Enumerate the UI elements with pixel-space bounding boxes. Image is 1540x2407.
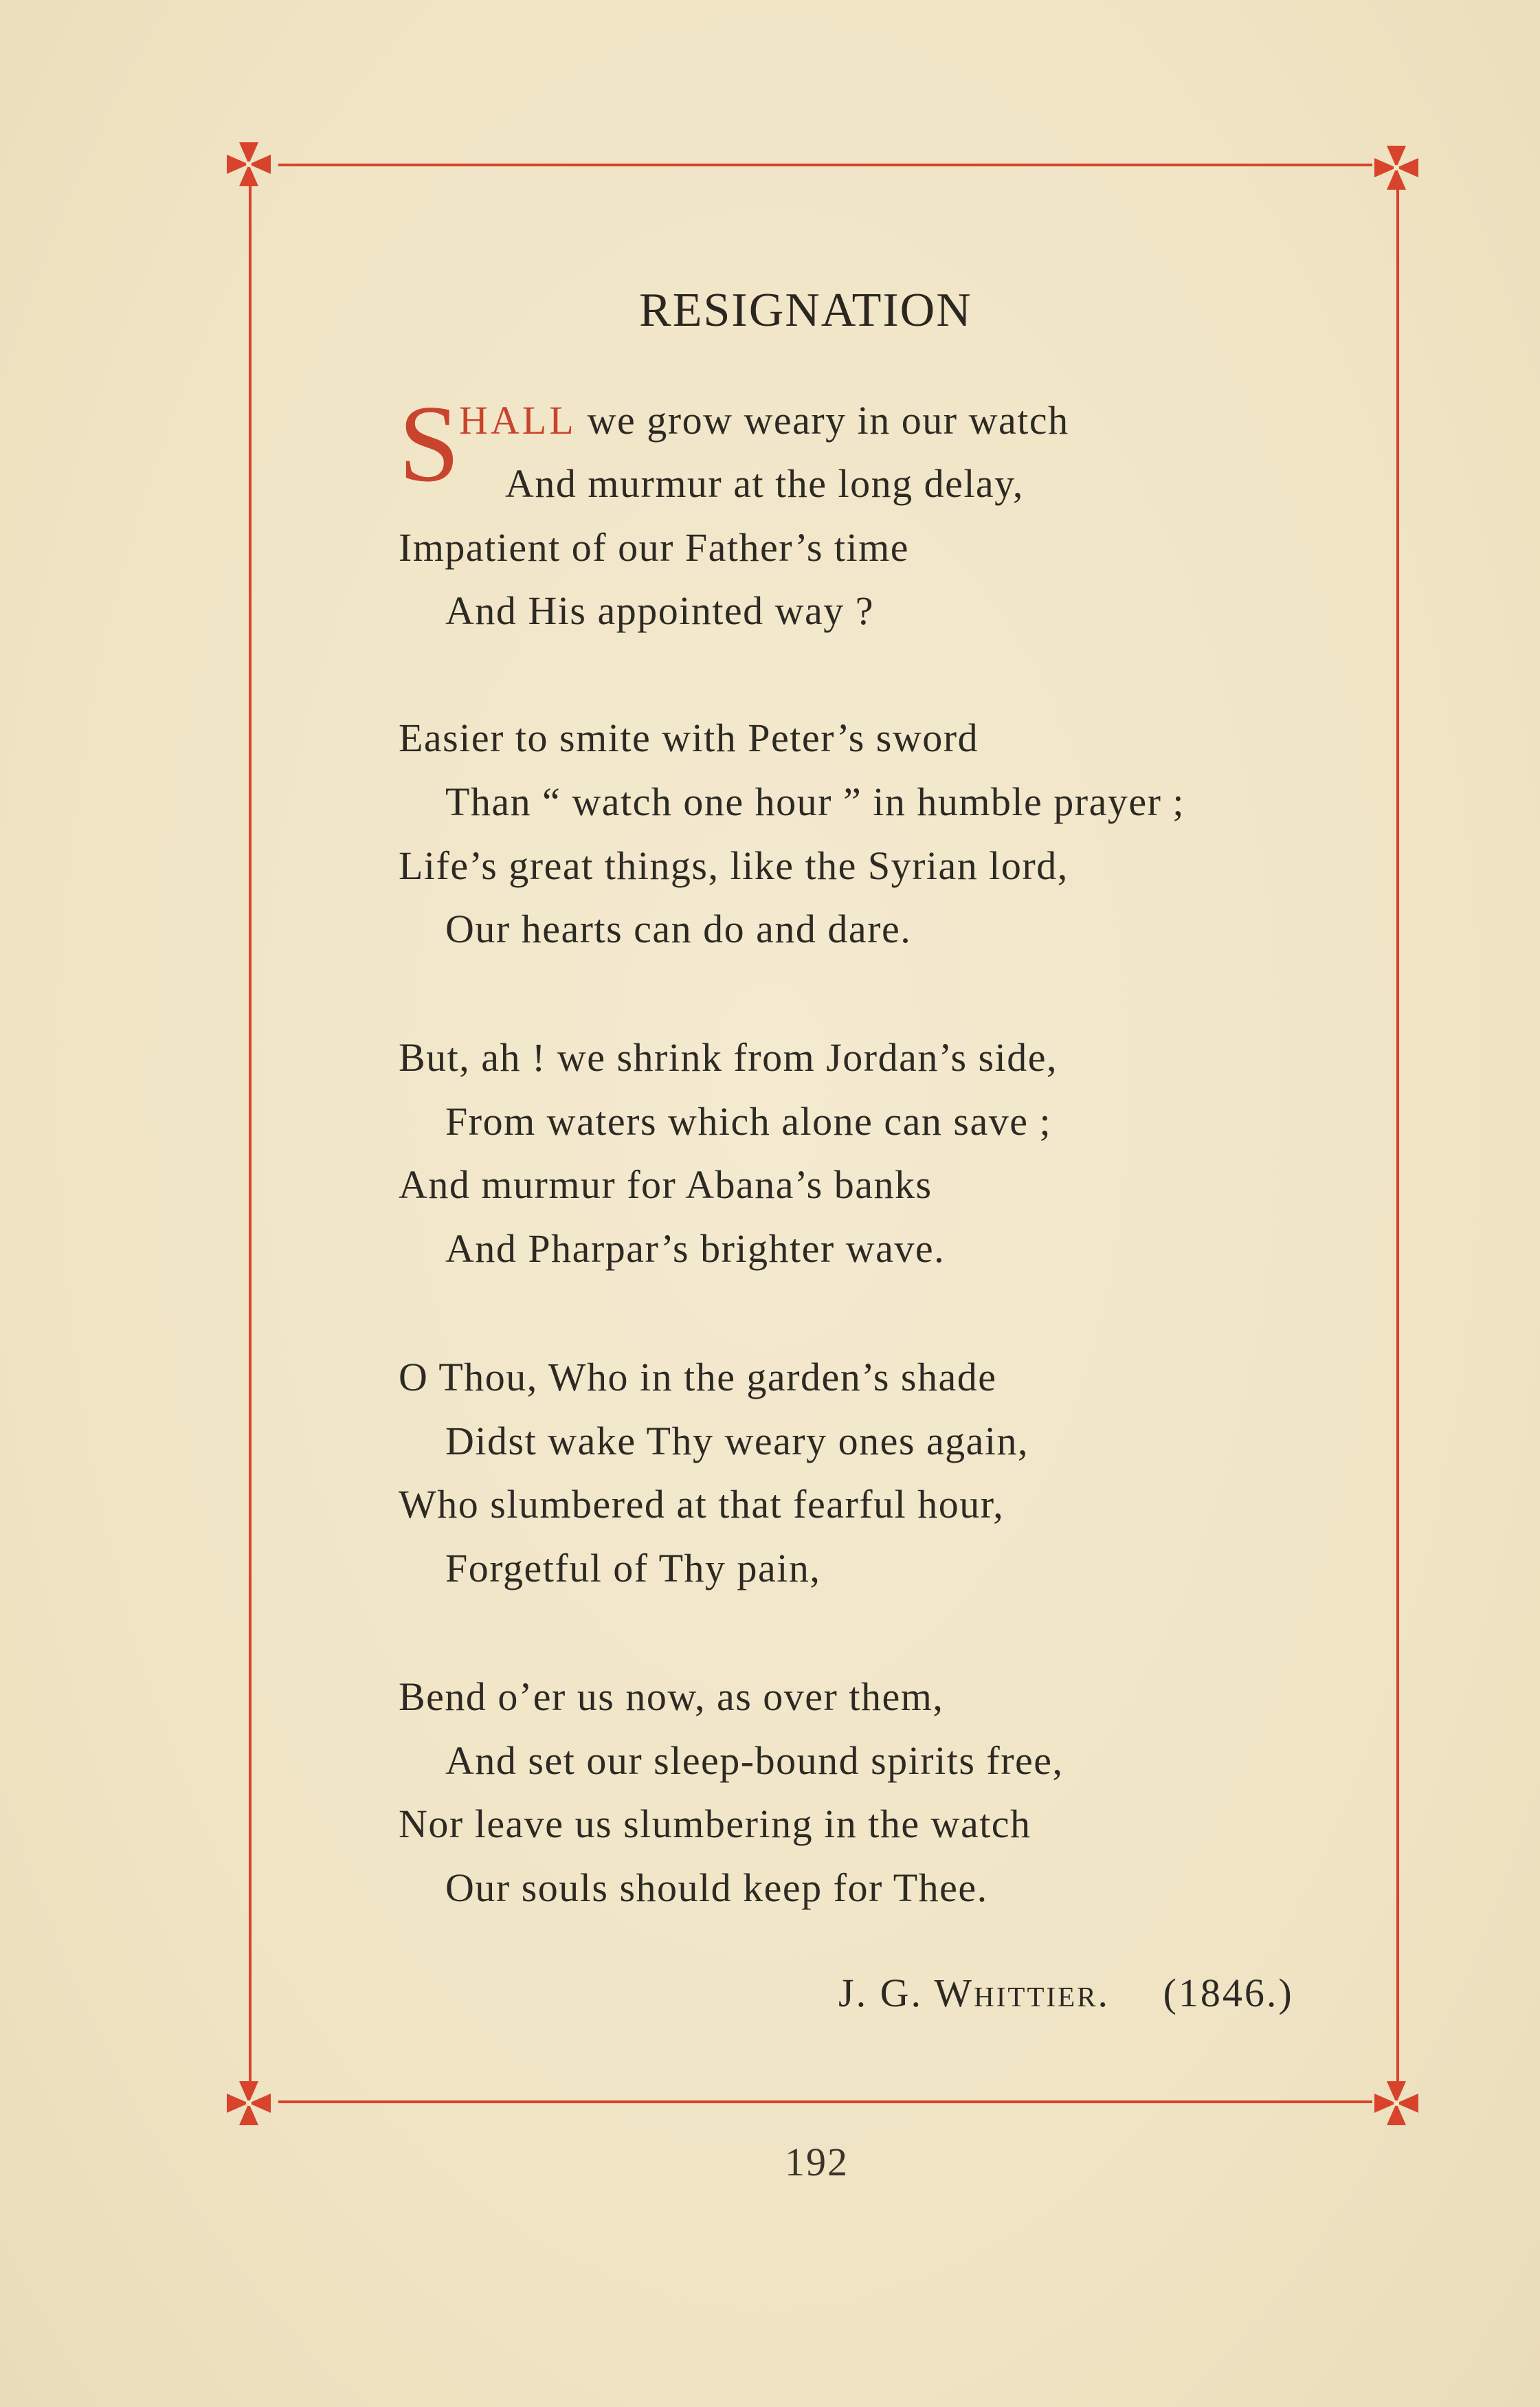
poem-line: Our hearts can do and dare. bbox=[445, 907, 912, 951]
poem-line: Forgetful of Thy pain, bbox=[445, 1546, 821, 1590]
poem-title: RESIGNATION bbox=[639, 284, 972, 337]
poem-line: And His appointed way ? bbox=[445, 588, 875, 633]
poem-line: Didst wake Thy weary ones again, bbox=[445, 1419, 1029, 1463]
poem-line: But, ah ! we shrink from Jordan’s side, bbox=[399, 1035, 1058, 1080]
maltese-cross-icon bbox=[1372, 2078, 1421, 2128]
border-rule-top bbox=[278, 164, 1372, 166]
border-rule-left bbox=[249, 186, 252, 2083]
poem-line: Bend o’er us now, as over them, bbox=[399, 1674, 944, 1719]
border-rule-right bbox=[1396, 186, 1399, 2083]
maltese-cross-icon bbox=[224, 140, 274, 189]
poem-line: Nor leave us slumbering in the watch bbox=[399, 1801, 1031, 1846]
poem-line: Impatient of our Father’s time bbox=[399, 525, 909, 570]
poem-line bbox=[459, 397, 1069, 443]
poem-line: O Thou, Who in the garden’s shade bbox=[399, 1355, 997, 1399]
poem-year: (1846.) bbox=[1163, 1971, 1294, 2015]
first-word: HALL bbox=[459, 398, 577, 443]
author-name: J. G. Whittier. bbox=[838, 1971, 1111, 2015]
page-number: 192 bbox=[785, 2140, 849, 2184]
poem-line: And murmur for Abana’s banks bbox=[399, 1162, 933, 1207]
poem-line: Who slumbered at that fearful hour, bbox=[399, 1482, 1005, 1527]
drop-cap: S bbox=[399, 382, 460, 504]
maltese-cross-icon bbox=[224, 2078, 274, 2128]
poem-line: And set our sleep-bound spirits free, bbox=[445, 1738, 1064, 1783]
border-rule-bottom bbox=[278, 2100, 1372, 2103]
poem-line: Our souls should keep for Thee. bbox=[445, 1865, 988, 1910]
poem-attribution bbox=[838, 1970, 1294, 2016]
poem-line: Life’s great things, like the Syrian lord, bbox=[399, 843, 1069, 888]
poem-line: Easier to smite with Peter’s sword bbox=[399, 716, 979, 760]
poem-line: And Pharpar’s brighter wave. bbox=[445, 1226, 946, 1271]
first-line-rest: we grow weary in our watch bbox=[587, 398, 1069, 443]
poem-line: From waters which alone can save ; bbox=[445, 1099, 1052, 1144]
maltese-cross-icon bbox=[1372, 143, 1421, 192]
poem-line: And murmur at the long delay, bbox=[505, 461, 1024, 506]
poem-line: Than “ watch one hour ” in humble prayer ; bbox=[445, 779, 1185, 824]
